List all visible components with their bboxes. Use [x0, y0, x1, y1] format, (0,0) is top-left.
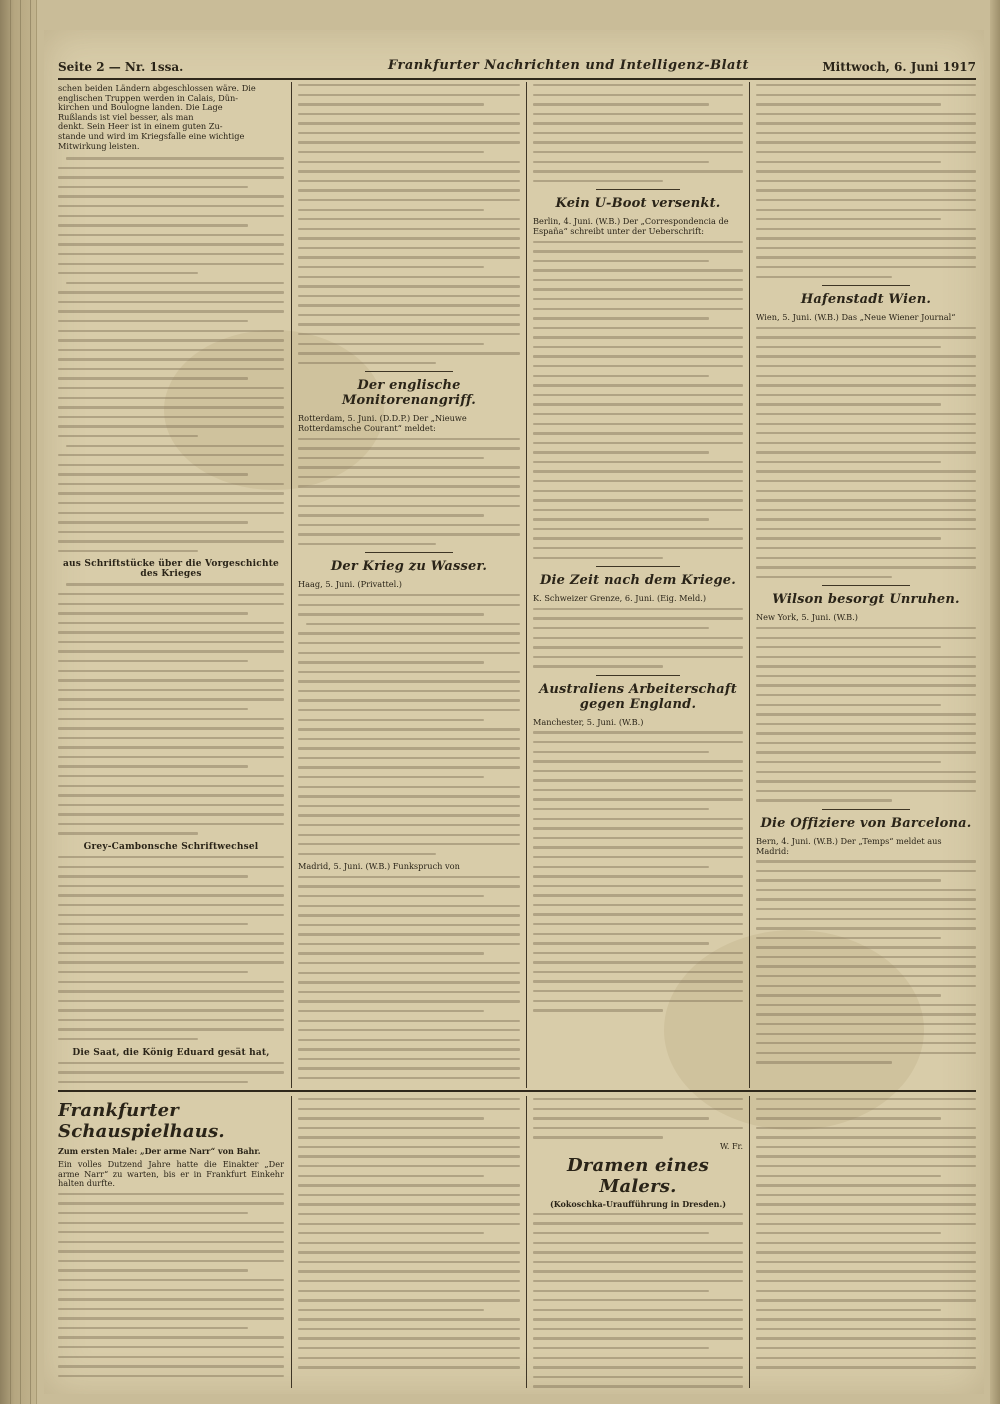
text-line: kirchen und Boulogne landen. Die Lage [58, 102, 223, 113]
text-line: schen beiden Ländern abgeschlossen wäre. Die [58, 84, 256, 93]
body-text-block [58, 1062, 284, 1084]
scan-left-edge [0, 0, 37, 1404]
body-text-block [756, 327, 976, 578]
scan-fold-line [10, 0, 11, 1404]
feuilleton-subtitle: Zum ersten Male: „Der arme Narr“ von Bahr. [58, 1146, 261, 1156]
column-2 [298, 84, 520, 1084]
column-1 [58, 84, 284, 1084]
feuilleton-column-4 [756, 1098, 976, 1388]
article-dateline: Wien, 5. Juni. (W.B.) Das „Neue Wiener Journal“ [756, 312, 956, 323]
column-rule [749, 1096, 750, 1388]
column-3 [533, 84, 743, 1084]
body-text-block [756, 860, 976, 1064]
article-separator [596, 189, 680, 190]
feuilleton-column-1 [58, 1098, 284, 1388]
text-line: Mitwirkung leisten. [58, 140, 140, 151]
text-line: englischen Truppen werden in Calais, Dün- [58, 92, 239, 103]
article-dateline: Berlin, 4. Juni. (W.B.) Der „Correspondencia de España“ schreibt unter der Ueberschrift: [533, 216, 729, 236]
col1-intro-text [58, 84, 284, 151]
body-text-block [533, 1098, 743, 1139]
article-separator [365, 371, 454, 372]
body-text-block [298, 438, 520, 546]
col1-subhead: Die Saat, die König Eduard gesät hat, [72, 1047, 270, 1058]
body-text-block [756, 1098, 976, 1369]
feuilleton-column-3 [533, 1098, 743, 1388]
article-headline: Dramen eines Malers. [567, 1154, 709, 1197]
article-headline: Australiens Arbeiterschaft gegen England. [539, 681, 737, 712]
column-4 [756, 84, 976, 1084]
body-text-block [533, 608, 743, 668]
article-subtitle: (Kokoschka-Uraufführung in Dresden.) [549, 1198, 727, 1209]
feuilleton-intro: Ein volles Dutzend Jahre hatte die Einakter „Der arme Narr“ zu warten, bis er in Frankfurt Einkehr halten durfte. [58, 1159, 284, 1189]
article-headline: Der Krieg zu Wasser. [330, 559, 488, 575]
newspaper-page [44, 30, 984, 1394]
article-dateline: Manchester, 5. Juni. (W.B.) [533, 716, 644, 727]
body-text-block [58, 583, 284, 834]
body-text-block [533, 1213, 743, 1388]
body-text-block [533, 731, 743, 1011]
column-rule [526, 82, 527, 1088]
feuilleton-title: Frankfurter Schauspielhaus. [58, 1100, 225, 1142]
body-text-block [533, 241, 743, 559]
feuilleton-column-2 [298, 1098, 520, 1388]
article-headline: Kein U-Boot versenkt. [555, 196, 721, 212]
article-dateline: Bern, 4. Juni. (W.B.) Der „Temps“ meldet aus Madrid: [756, 835, 942, 856]
article-headline: Der englische Monitorenangriff. [341, 378, 477, 409]
body-text-block [58, 157, 284, 552]
article-signature: W. Fr. [720, 1141, 743, 1151]
column-rule [291, 1096, 292, 1388]
article-dateline: Madrid, 5. Juni. (W.B.) Funkspruch von [298, 861, 460, 872]
page-number: Seite 2 — Nr. 1ssa. [58, 60, 184, 74]
body-text-block [756, 84, 976, 278]
text-line: Rußlands ist viel besser, als man [58, 111, 194, 122]
article-separator [822, 285, 910, 286]
body-text-block [298, 1098, 520, 1369]
body-text-block [533, 84, 743, 182]
issue-date: Mittwoch, 6. Juni 1917 [822, 60, 976, 74]
article-dateline: K. Schweizer Grenze, 6. Juni. (Eig. Meld.) [533, 593, 707, 604]
column-rule [291, 82, 292, 1088]
scan-fold-line [30, 0, 31, 1404]
article-separator [596, 566, 680, 567]
column-rule [749, 82, 750, 1088]
article-dateline: Rotterdam, 5. Juni. (D.D.P.) Der „Nieuwe Rotterdamsche Courant“ meldet: [298, 413, 467, 433]
body-text-block [298, 594, 520, 855]
column-rule [526, 1096, 527, 1388]
body-text-block [756, 627, 976, 802]
body-text-block [58, 1193, 284, 1377]
body-text-block [298, 876, 520, 1084]
text-line: denkt. Sein Heer ist in einem guten Zu- [58, 121, 223, 132]
text-line: stande und wird im Kriegsfalle eine wichtige [58, 130, 245, 141]
scan-fold-line [20, 0, 21, 1404]
page-header [58, 56, 976, 78]
article-headline: Die Offiziere von Barcelona. [760, 815, 972, 831]
article-dateline: Haag, 5. Juni. (Privattel.) [298, 579, 402, 590]
body-text-block [298, 84, 520, 364]
body-text-block [58, 856, 284, 1040]
header-rule [58, 78, 976, 80]
article-separator [822, 585, 910, 586]
article-headline: Die Zeit nach dem Kriege. [540, 573, 736, 589]
article-separator [596, 675, 680, 676]
article-separator [822, 809, 910, 810]
feuilleton-rule [58, 1090, 976, 1092]
article-headline: Hafenstadt Wien. [800, 292, 932, 308]
col1-subhead: Grey-Cambonsche Schriftwechsel [83, 842, 259, 853]
article-separator [365, 552, 454, 553]
article-dateline: New York, 5. Juni. (W.B.) [756, 612, 858, 623]
article-headline: Wilson besorgt Unruhen. [772, 592, 960, 608]
scan-right-edge [990, 0, 1000, 1404]
masthead-title: Frankfurter Nachrichten und Intelligenz-Blatt [388, 58, 749, 73]
col1-section-title: aus Schriftstücke über die Vorgeschichte des Krieges [63, 559, 279, 580]
